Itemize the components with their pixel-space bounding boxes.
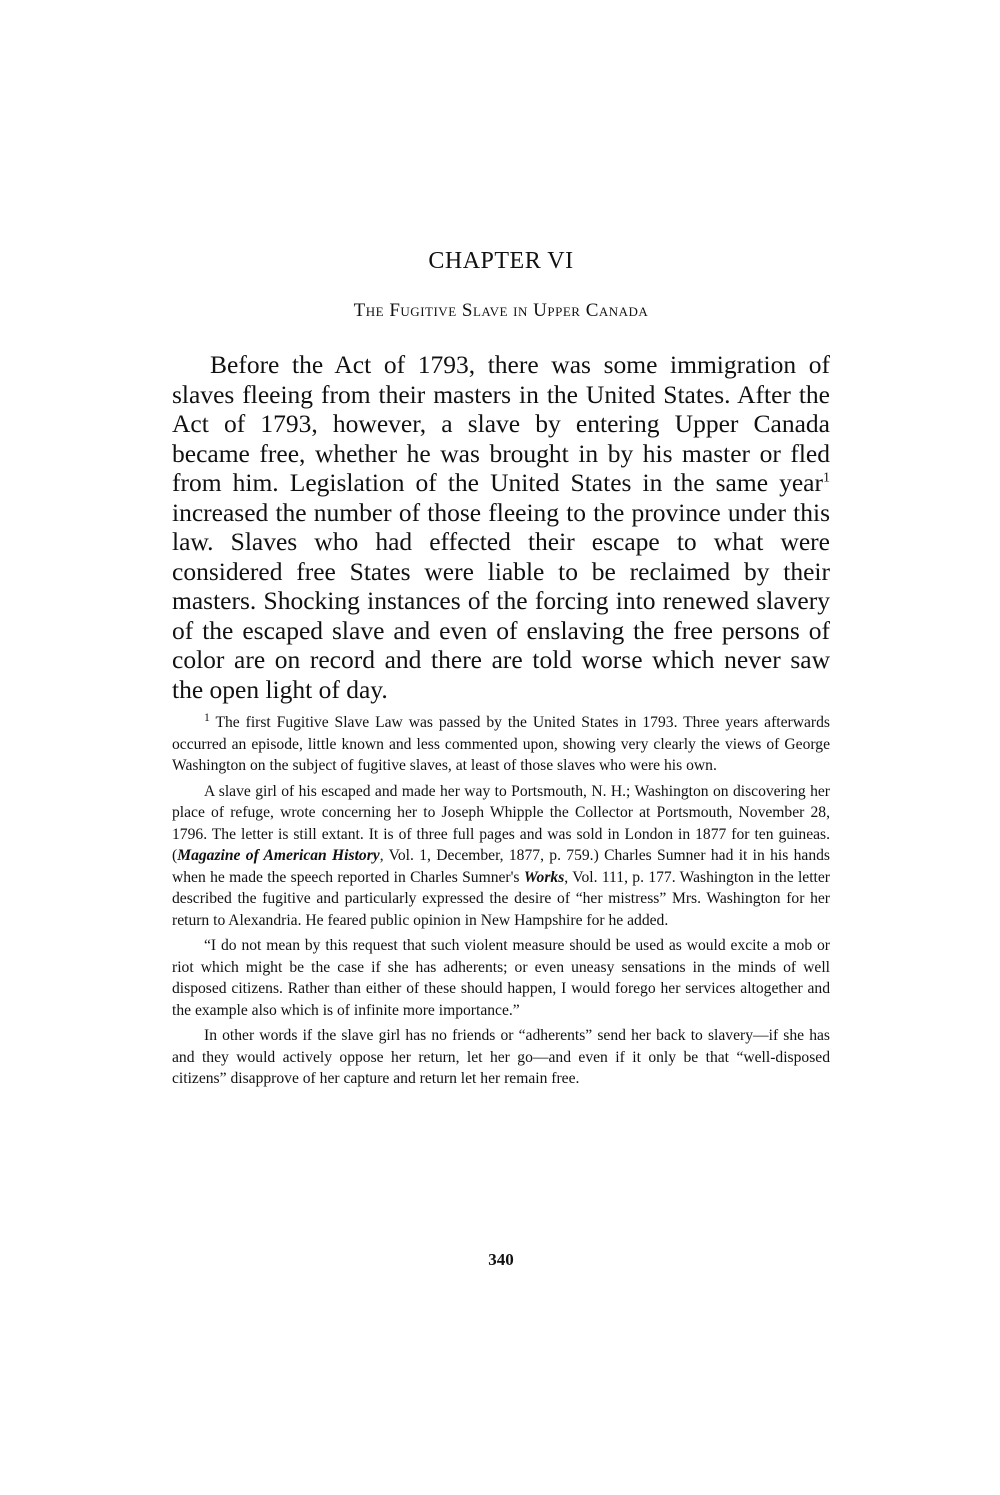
footnote-p2-text-b: , Vol. 1, December, 1877, p. 759.) Charles Sumner had it in his hands when he made the speech reported in Charles Sumner's xyxy=(172,847,831,886)
chapter-subtitle: The Fugitive Slave in Upper Canada xyxy=(353,300,649,321)
footnotes xyxy=(172,712,830,1094)
footnote-1 xyxy=(172,712,830,777)
main-paragraph xyxy=(172,350,830,704)
main-paragraph-part-1: Before the Act of 1793, there was some immigration of slaves fleeing from their masters in the United States. After the Act of 1793, however, a slave by entering Upper Canada became free, whether he was brought in by his master or fled from him. Legislation of the United States in the same year xyxy=(172,350,830,497)
footnote-paragraph-4: In other words if the slave girl has no friends or “adherents” send her back to slavery—if she has and they would actively oppose her return, let her go—and even if it only be that “well-disposed citizens” disapprove of her capture and return let her remain free. xyxy=(172,1027,830,1087)
footnote-reference: 1 xyxy=(822,470,830,486)
footnote-paragraph-2 xyxy=(172,781,830,932)
citation-works: Works xyxy=(523,868,565,886)
footnote-quote: “I do not mean by this request that such violent measure should be used as would excite a mob or riot which might be the case if she has adherents; or even uneasy sensations in the minds of well disposed citizens. Rather than either of these should happen, I would forego her services altogether and the example also which is of infinite more importance.” xyxy=(172,937,830,1019)
footnote-p2-text-a: A slave girl of his escaped and made her way to Portsmouth, N. H.; Washington on discovering her place of refuge, wrote concerning her to Joseph Whipple the Collector at Portsmouth, November 28, 1796. The letter is still extant. It is of three full pages and was sold in London in 1877 for ten guineas. ( xyxy=(172,782,830,864)
footnote-p2-text-c: , Vol. 111, p. 177. Washington in the letter described the fugitive and particularly expressed the desire of “her mistress” Mrs. Washington for her return to Alexandria. He feared public opinion in New Hampshire for he added. xyxy=(172,868,830,929)
chapter-heading: CHAPTER VI xyxy=(428,248,574,274)
page-number: 340 xyxy=(488,1250,514,1269)
citation-magazine: Magazine of American History xyxy=(177,847,380,864)
footnote-1-text: The first Fugitive Slave Law was passed by the United States in 1793. Three years afterwards occurred an episode, little known and less commented upon, showing very clearly the views of George Washington on the subject of fugitive slaves, at least of those slaves who were his own. xyxy=(172,714,830,774)
footnote-marker: 1 xyxy=(204,710,210,724)
main-paragraph-part-2: increased the number of those fleeing to the province under this law. Slaves who had effected their escape to what were considered free States were liable to be reclaimed by their masters. Shocking instances of the forcing into renewed slavery of the escaped slave and even of enslaving the free persons of color are on record and there are told worse which never saw the open light of day. xyxy=(172,497,830,704)
